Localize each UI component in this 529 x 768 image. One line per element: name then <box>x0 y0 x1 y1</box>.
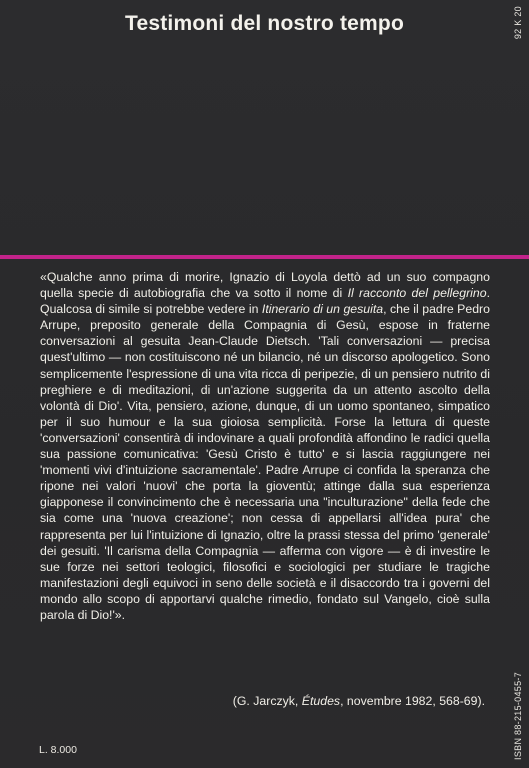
price-label: L. 8.000 <box>39 744 77 756</box>
blurb-paragraph <box>40 269 490 623</box>
isbn-code: ISBN 88-215-0455-7 <box>513 672 523 760</box>
citation-journal: Études <box>301 694 341 708</box>
quote-citation <box>233 694 485 708</box>
blurb-text-3: , che il padre Pedro Arrupe, preposito generale della Compagnia di Gesù, espose in fraterne conversazioni al gesuita Jean-Claude Dietsch. 'Tali conversazioni — precisa quest'ultimo — non costituiscono né un bilancio, né un discorso apologetico. Sono semplicemente l'espressione di una vita ricca di peripezie, di un pensiero nutrito di preghiere e di meditazioni, di un'azione suggerita da un attento ascolto della volontà di Dio'. Vita, pensiero, azione, dunque, di un uomo spontaneo, simpatico per il suo humour e la sua gioiosa semplicità. Forse la lettura di queste 'conversazioni' consentirà di indovinare a quali profondità affondino le radici quella sua passione comunicativa: 'Gesù Cristo è tutto' e si lascia raggiungere nei 'momenti vivi d'intuizione sacramentale'. Padre Arrupe ci confida la speranza che ripone nei valori 'nuovi' che porta la gioventù; attinge dalla sua esperienza giapponese il convincimento che è necessaria una "inculturazione" della fede che sia come una 'nuova creazione'; non cessa di appellarsi all'idea pura' che rappresenta per lui l'intuizione di Ignazio, oltre la prassi stessa del primo 'generale' dei gesuiti. 'Il carisma della Compagnia — afferma con vigore — è di investire le sue forze nei settori teologici, filosofici e sociologici per studiare le tragiche manifestazioni degli equivoci in seno delle società e il disaccordo tra i governi del mondo allo scopo di apportarvi qualche rimedio, fondato sul Vangelo, cioè sulla parola di Dio!'». <box>40 302 490 622</box>
blurb-text-2: . Qualcosa di simile si potrebbe vedere in <box>40 286 491 317</box>
blurb-quote <box>40 269 490 623</box>
citation-suffix: , novembre 1982, 568-69). <box>340 694 485 708</box>
blurb-title-italic-2: Itinerario di un gesuita <box>261 302 384 317</box>
magenta-divider-line <box>0 255 529 259</box>
citation-prefix: (G. Jarczyk, <box>232 694 302 708</box>
blurb-text-1: «Qualche anno prima di morire, Ignazio di Loyola dettò ad un suo compagno quella specie di autobiografia che va sotto il nome di <box>40 270 490 301</box>
series-title: Testimoni del nostro tempo <box>125 12 404 35</box>
blurb-title-italic-1: Il racconto del pellegrino <box>347 286 487 301</box>
side-catalog-code: 92 K 20 <box>513 6 523 40</box>
